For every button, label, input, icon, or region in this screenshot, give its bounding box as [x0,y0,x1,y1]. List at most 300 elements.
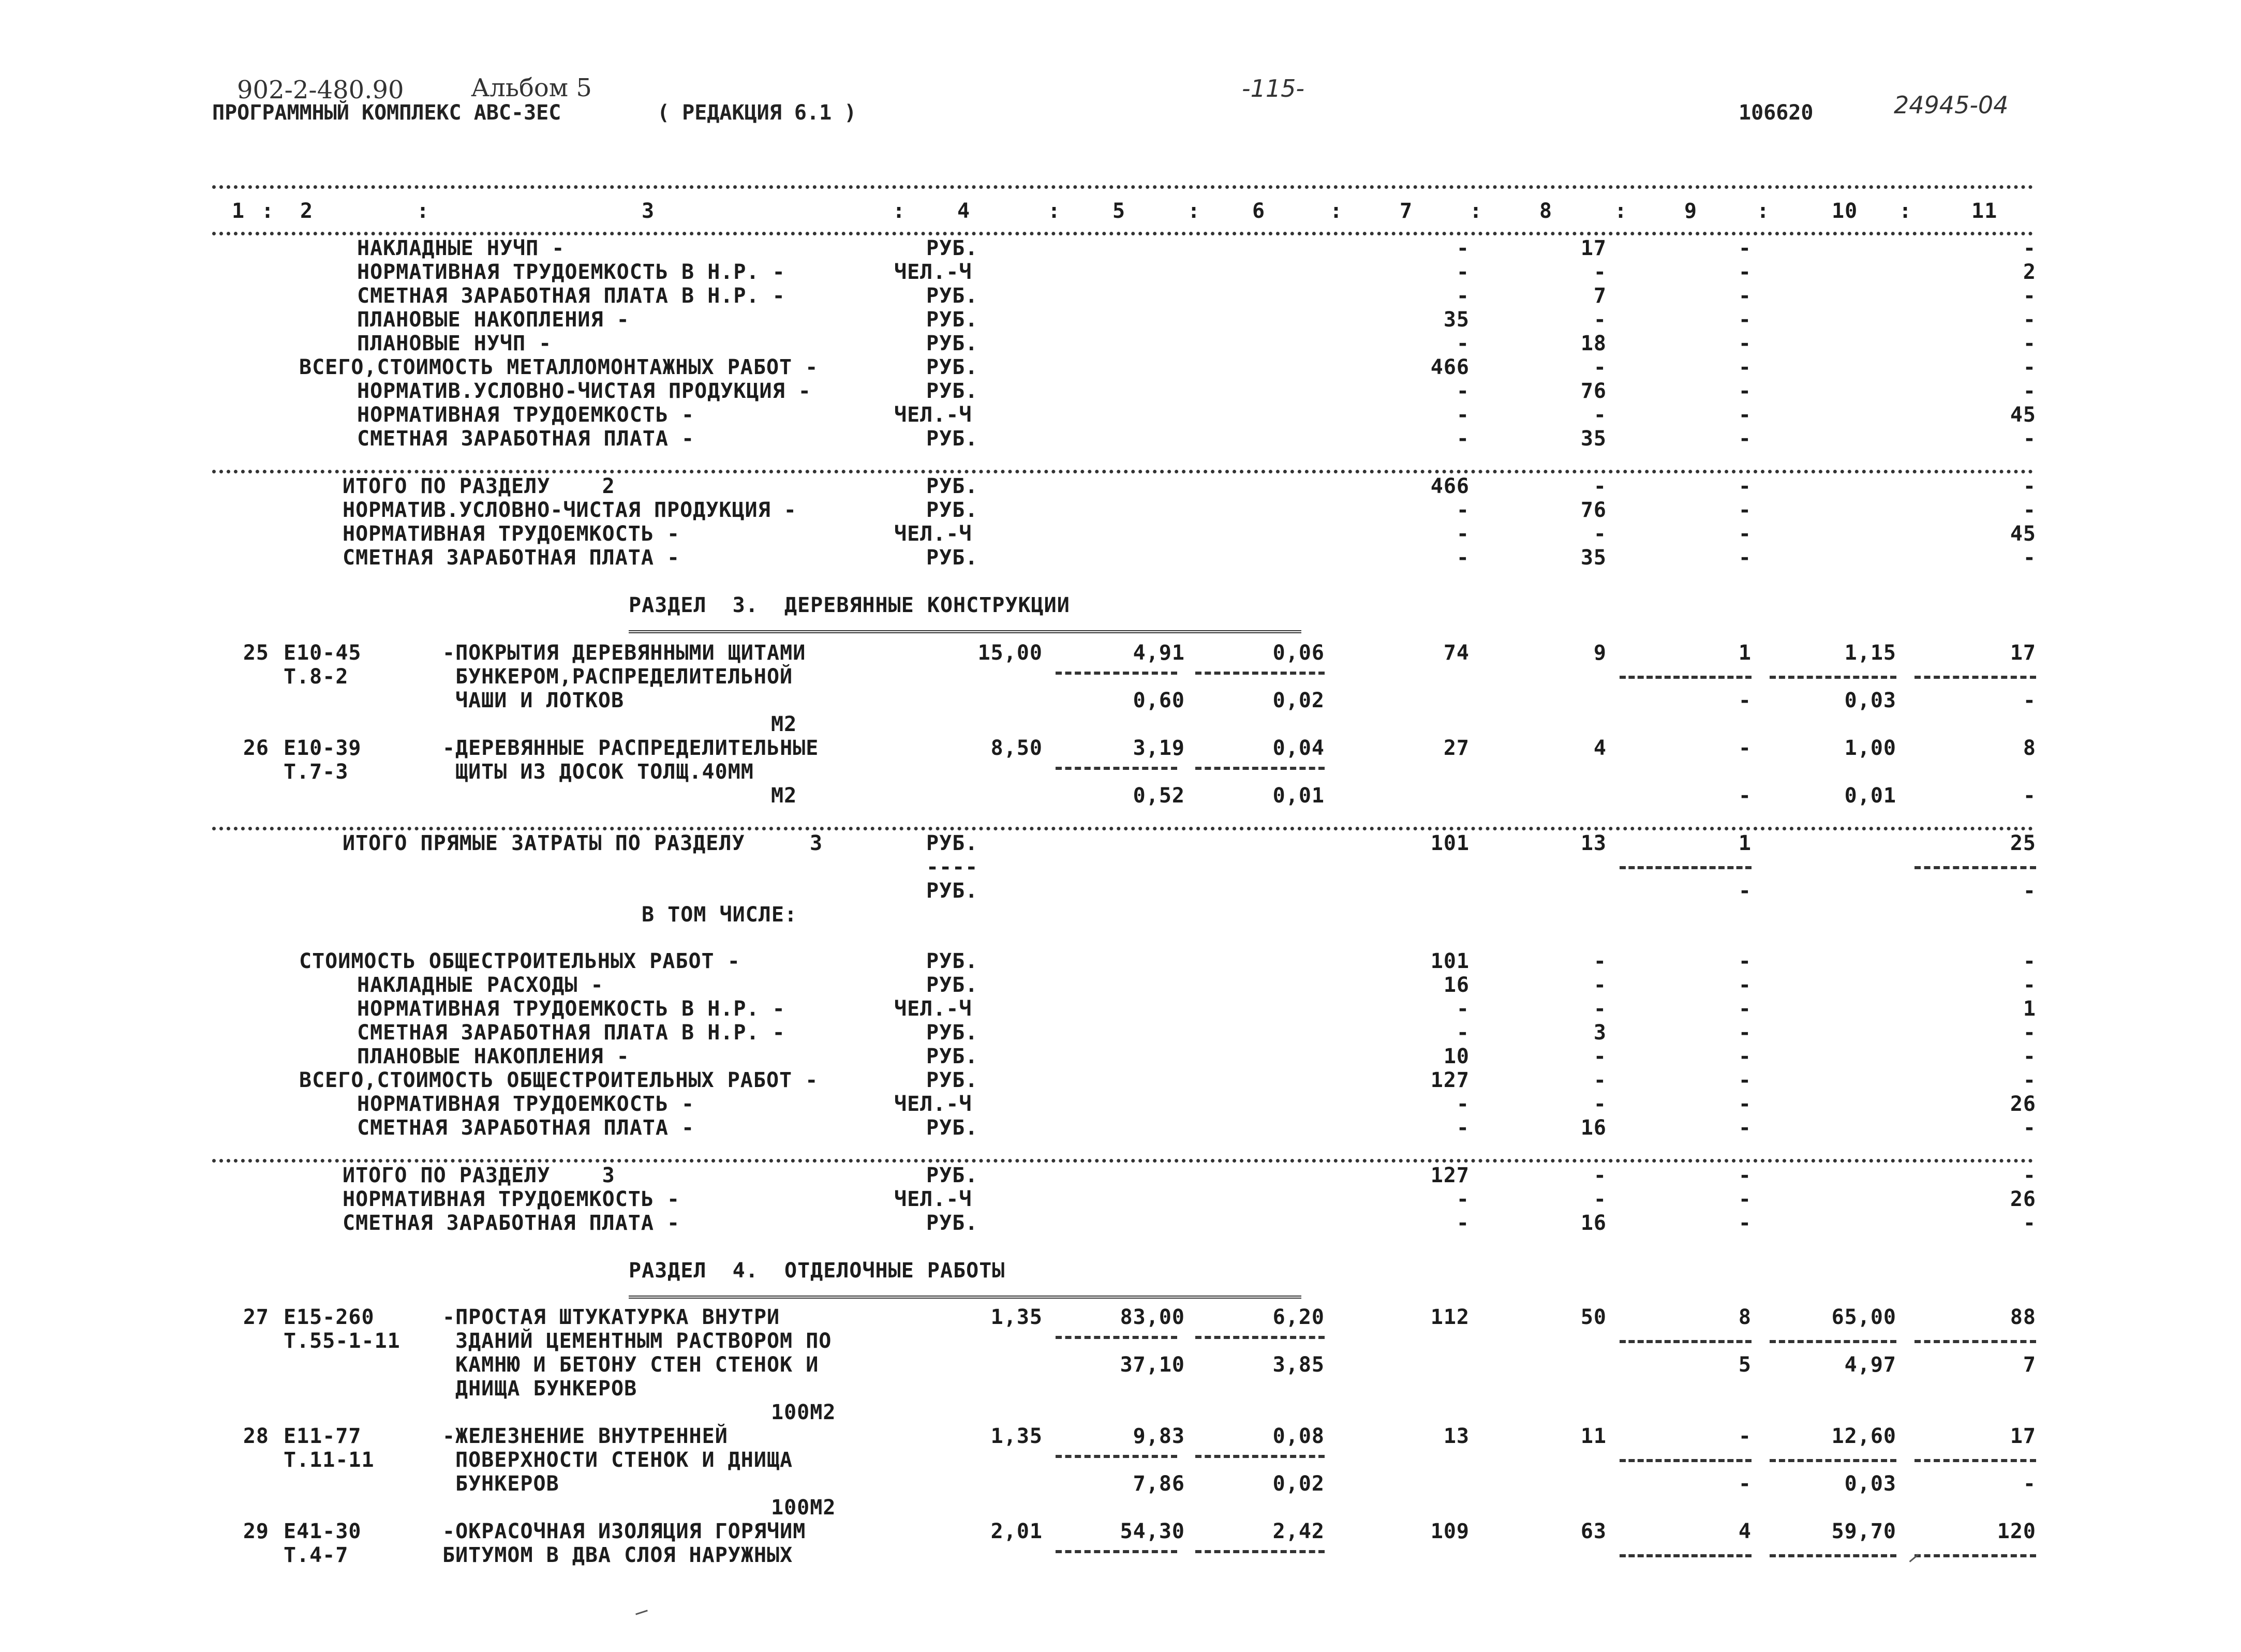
cell-l16-c3: БУНКЕРОМ,РАСПРЕДЕЛИТЕЛЬНОЙ [455,665,793,689]
column-divider: : [1330,199,1343,223]
cell-l47-c10: 59,70 [1831,1520,1896,1543]
cell-l43-c7: 13 [1443,1424,1470,1448]
cell-l12-c8: - [1593,522,1607,546]
cell-l36-c7: - [1456,1211,1470,1235]
column-divider: : [417,199,430,223]
cell-l19-c3: -ДЕРЕВЯННЫЕ РАСПРЕДЕЛИТЕЛЬНЫЕ [442,736,819,760]
cell-l34-c9: - [1738,1164,1752,1187]
column-header-6: 6 [1252,199,1266,223]
cell-l2-c3: НОРМАТИВНАЯ ТРУДОЕМКОСТЬ В Н.Р. - [357,260,785,284]
cell-l36-c11: - [2023,1211,2036,1235]
cell-l5-c7: - [1456,332,1470,355]
cell-l29-c8: 3 [1593,1021,1607,1045]
cell-l39-c2: Т.55-1-11 [284,1329,400,1353]
cell-l30-c3: ПЛАНОВЫЕ НАКОПЛЕНИЯ - [357,1045,630,1068]
cell-l33-c9: - [1738,1116,1752,1140]
cell-l34-c8: - [1593,1164,1607,1187]
component-underline [1770,1459,1896,1462]
cell-l43-c5: 9,83 [1133,1424,1185,1448]
cell-l21-c11: - [2023,784,2036,808]
cell-l27-c11: - [2023,973,2036,997]
cell-l19-c1: 26 [243,736,269,760]
column-header-9: 9 [1684,199,1698,223]
column-header-5: 5 [1112,199,1126,223]
cell-l30-c11: - [2023,1045,2036,1068]
cell-l19-c5: 3,19 [1133,736,1185,760]
cell-l38-c5: 83,00 [1120,1305,1185,1329]
cell-l4-c7: 35 [1443,308,1470,332]
cell-l45-c9: - [1738,1472,1752,1496]
header-bottom-rule [212,232,2034,235]
cell-l31-c11: - [2023,1068,2036,1092]
cell-l15-c3: -ПОКРЫТИЯ ДЕРЕВЯННЫМИ ЩИТАМИ [442,641,806,665]
rate-underline [1056,672,1177,675]
cell-l40-c6: 3,85 [1272,1353,1325,1377]
cell-l1-c3: НАКЛАДНЫЕ НУЧП - [357,236,565,260]
cell-l43-c3: -ЖЕЛЕЗНЕНИЕ ВНУТРЕННЕЙ [442,1424,728,1448]
cell-l45-c5: 7,86 [1133,1472,1185,1496]
cell-l25-c3: В ТОМ ЧИСЛЕ: [642,903,797,927]
cell-l40-c3: КАМНЮ И БЕТОНУ СТЕН СТЕНОК И [455,1353,819,1377]
cell-l43-c6: 0,08 [1272,1424,1325,1448]
cell-l5-c3: ПЛАНОВЫЕ НУЧП - [357,332,552,355]
cell-l33-c7: - [1456,1116,1470,1140]
cell-l12-c7: - [1456,522,1470,546]
cell-l34-c7: 127 [1430,1164,1470,1187]
rate-underline [1056,1550,1177,1553]
cell-l26-c8: - [1593,949,1607,973]
cell-l47-c5: 54,30 [1120,1520,1185,1543]
cell-l12-c3: НОРМАТИВНАЯ ТРУДОЕМКОСТЬ - [343,522,680,546]
cell-l12-c11: 45 [2010,522,2036,546]
cell-l31-c9: - [1738,1068,1752,1092]
cell-l13-c3: СМЕТНАЯ ЗАРАБОТНАЯ ПЛАТА - [343,546,680,570]
cell-l31-c4: РУБ. [926,1068,978,1092]
cell-l10-c3: ИТОГО ПО РАЗДЕЛУ 2 [343,474,615,498]
cell-l31-c8: - [1593,1068,1607,1092]
cell-l45-c3: БУНКЕРОВ [455,1472,559,1496]
cell-l3-c9: - [1738,284,1752,308]
cell-l35-c4: ЧЕЛ.-Ч [894,1187,972,1211]
component-underline [1770,676,1896,679]
component-underline [1770,1554,1896,1557]
subtotal-rule-1 [212,470,2034,473]
cell-l24-c4: РУБ. [926,879,978,903]
rate-underline [1195,1455,1325,1458]
pen-mark [635,1610,648,1615]
cell-l30-c8: - [1593,1045,1607,1068]
cell-l24-c9: - [1738,879,1752,903]
subtotal-rule-2 [212,827,2034,830]
column-header-4: 4 [957,199,971,223]
cell-l11-c9: - [1738,498,1752,522]
cell-l10-c11: - [2023,474,2036,498]
cell-l30-c9: - [1738,1045,1752,1068]
cell-l47-c7: 109 [1430,1520,1470,1543]
cell-l11-c11: - [2023,498,2036,522]
cell-l26-c11: - [2023,949,2036,973]
cell-l20-c2: Т.7-3 [284,760,349,784]
column-header-1: 1 [232,199,245,223]
pen-mark [1909,1554,1919,1562]
cell-l21-c3: М2 [771,784,797,808]
cell-l28-c9: - [1738,997,1752,1021]
column-header-10: 10 [1832,199,1858,223]
cell-l2-c7: - [1456,260,1470,284]
cell-l19-c2: Е10-39 [284,736,362,760]
cell-l14-c3: РАЗДЕЛ 3. ДЕРЕВЯННЫЕ КОНСТРУКЦИИ [629,593,1070,617]
cell-l7-c9: - [1738,379,1752,403]
cell-l9-c9: - [1738,427,1752,451]
cell-l19-c4: 8,50 [990,736,1043,760]
cell-l44-c2: Т.11-11 [284,1448,375,1472]
subtotal-rule-3 [212,1159,2034,1163]
cell-l9-c8: 35 [1580,427,1607,451]
cell-l36-c3: СМЕТНАЯ ЗАРАБОТНАЯ ПЛАТА - [343,1211,680,1235]
cell-l40-c10: 4,97 [1844,1353,1896,1377]
cell-l24-c11: - [2023,879,2036,903]
cell-l15-c6: 0,06 [1272,641,1325,665]
cell-l8-c8: - [1593,403,1607,427]
cell-l19-c9: - [1738,736,1752,760]
cell-l13-c11: - [2023,546,2036,570]
cell-l17-c9: - [1738,689,1752,712]
cell-l15-c2: Е10-45 [284,641,362,665]
column-divider: : [1757,199,1770,223]
cell-l35-c8: - [1593,1187,1607,1211]
cell-l47-c6: 2,42 [1272,1520,1325,1543]
column-divider: : [1614,199,1628,223]
cell-l36-c8: 16 [1580,1211,1607,1235]
cell-l10-c7: 466 [1430,474,1470,498]
cell-l6-c8: - [1593,355,1607,379]
component-underline [1620,676,1752,679]
cell-l17-c10: 0,03 [1844,689,1896,712]
component-underline [1915,1459,2036,1462]
cell-l13-c7: - [1456,546,1470,570]
cell-l28-c8: - [1593,997,1607,1021]
cell-l38-c2: Е15-260 [284,1305,375,1329]
cell-l22-c8: 13 [1580,831,1607,855]
top-rule [212,185,2034,189]
cell-l6-c4: РУБ. [926,355,978,379]
cell-l34-c3: ИТОГО ПО РАЗДЕЛУ 3 [343,1164,615,1187]
cell-l48-c2: Т.4-7 [284,1543,349,1567]
cell-l34-c4: РУБ. [926,1164,978,1187]
cell-l6-c11: - [2023,355,2036,379]
column-divider: : [1470,199,1483,223]
cell-l4-c9: - [1738,308,1752,332]
cell-l1-c7: - [1456,236,1470,260]
component-underline [1915,676,2036,679]
cell-l22-c7: 101 [1430,831,1470,855]
cell-l17-c5: 0,60 [1133,689,1185,712]
cell-l7-c11: - [2023,379,2036,403]
cell-l23-c4: ---- [926,855,978,879]
cell-l19-c10: 1,00 [1844,736,1896,760]
cell-l15-c5: 4,91 [1133,641,1185,665]
total-underline [1620,866,1752,869]
cell-l27-c8: - [1593,973,1607,997]
cell-l7-c8: 76 [1580,379,1607,403]
cell-l2-c9: - [1738,260,1752,284]
cell-l27-c7: 16 [1443,973,1470,997]
cell-l10-c4: РУБ. [926,474,978,498]
column-divider: : [893,199,906,223]
cell-l9-c11: - [2023,427,2036,451]
cell-l6-c7: 466 [1430,355,1470,379]
cell-l2-c4: ЧЕЛ.-Ч [894,260,972,284]
cell-l45-c10: 0,03 [1844,1472,1896,1496]
cell-l34-c11: - [2023,1164,2036,1187]
cell-l6-c3: ВСЕГО,СТОИМОСТЬ МЕТАЛЛОМОНТАЖНЫХ РАБОТ - [299,355,819,379]
total-underline [1915,866,2036,869]
cell-l10-c9: - [1738,474,1752,498]
cell-l12-c9: - [1738,522,1752,546]
component-underline [1915,1554,2036,1557]
cell-l43-c9: - [1738,1424,1752,1448]
cell-l22-c3: ИТОГО ПРЯМЫЕ ЗАТРАТЫ ПО РАЗДЕЛУ 3 [343,831,823,855]
cell-l29-c4: РУБ. [926,1021,978,1045]
cell-l40-c9: 5 [1738,1353,1752,1377]
cell-l4-c8: - [1593,308,1607,332]
cell-l17-c11: - [2023,689,2036,712]
cell-l3-c7: - [1456,284,1470,308]
cell-l11-c7: - [1456,498,1470,522]
cell-l1-c4: РУБ. [926,236,978,260]
cell-l21-c6: 0,01 [1272,784,1325,808]
cell-l8-c4: ЧЕЛ.-Ч [894,403,972,427]
cell-l13-c4: РУБ. [926,546,978,570]
cell-l7-c7: - [1456,379,1470,403]
cell-l38-c8: 50 [1580,1305,1607,1329]
cell-l15-c9: 1 [1738,641,1752,665]
rate-underline [1195,1550,1325,1553]
component-underline [1620,1459,1752,1462]
cell-l33-c4: РУБ. [926,1116,978,1140]
cell-l45-c6: 0,02 [1272,1472,1325,1496]
cell-l5-c11: - [2023,332,2036,355]
cell-l43-c4: 1,35 [990,1424,1043,1448]
cell-l26-c7: 101 [1430,949,1470,973]
program-name: ПРОГРАММНЫЙ КОМПЛЕКС АВС-ЗЕС [212,101,561,125]
cell-l46-c3: 100М2 [771,1496,836,1520]
cell-l35-c3: НОРМАТИВНАЯ ТРУДОЕМКОСТЬ - [343,1187,680,1211]
cell-l22-c11: 25 [2010,831,2036,855]
cell-l44-c3: ПОВЕРХНОСТИ СТЕНОК И ДНИЩА [455,1448,793,1472]
cell-l40-c11: 7 [2023,1353,2036,1377]
cell-l11-c3: НОРМАТИВ.УСЛОВНО-ЧИСТАЯ ПРОДУКЦИЯ - [343,498,797,522]
cell-l11-c4: РУБ. [926,498,978,522]
cell-l19-c6: 0,04 [1272,736,1325,760]
cell-l31-c7: 127 [1430,1068,1470,1092]
cell-l38-c11: 88 [2010,1305,2036,1329]
cell-l38-c9: 8 [1738,1305,1752,1329]
cell-l47-c3: -ОКРАСОЧНАЯ ИЗОЛЯЦИЯ ГОРЯЧИМ [442,1520,806,1543]
cell-l32-c11: 26 [2010,1092,2036,1116]
cell-l21-c10: 0,01 [1844,784,1896,808]
component-underline [1915,1340,2036,1343]
column-header-2: 2 [300,199,314,223]
cell-l43-c10: 12,60 [1831,1424,1896,1448]
cell-l7-c3: НОРМАТИВ.УСЛОВНО-ЧИСТАЯ ПРОДУКЦИЯ - [357,379,811,403]
cell-l6-c9: - [1738,355,1752,379]
cell-l38-c1: 27 [243,1305,269,1329]
cell-l30-c7: 10 [1443,1045,1470,1068]
code-number: 106620 [1739,101,1814,125]
cell-l32-c8: - [1593,1092,1607,1116]
cell-l9-c3: СМЕТНАЯ ЗАРАБОТНАЯ ПЛАТА - [357,427,695,451]
cell-l32-c7: - [1456,1092,1470,1116]
cell-l26-c3: СТОИМОСТЬ ОБЩЕСТРОИТЕЛЬНЫХ РАБОТ - [299,949,740,973]
cell-l47-c11: 120 [1997,1520,2036,1543]
section-4-underline [629,1296,1301,1299]
cell-l47-c1: 29 [243,1520,269,1543]
cell-l38-c7: 112 [1430,1305,1470,1329]
cell-l47-c4: 2,01 [990,1520,1043,1543]
cell-l19-c11: 8 [2023,736,2036,760]
cell-l43-c11: 17 [2010,1424,2036,1448]
cell-l21-c5: 0,52 [1133,784,1185,808]
cell-l1-c8: 17 [1580,236,1607,260]
cell-l27-c9: - [1738,973,1752,997]
cell-l8-c3: НОРМАТИВНАЯ ТРУДОЕМКОСТЬ - [357,403,695,427]
cell-l43-c2: Е11-77 [284,1424,362,1448]
cell-l32-c3: НОРМАТИВНАЯ ТРУДОЕМКОСТЬ - [357,1092,695,1116]
cell-l7-c4: РУБ. [926,379,978,403]
cell-l8-c7: - [1456,403,1470,427]
cell-l31-c3: ВСЕГО,СТОИМОСТЬ ОБЩЕСТРОИТЕЛЬНЫХ РАБОТ - [299,1068,819,1092]
cell-l29-c3: СМЕТНАЯ ЗАРАБОТНАЯ ПЛАТА В Н.Р. - [357,1021,785,1045]
cell-l36-c4: РУБ. [926,1211,978,1235]
rate-underline [1056,1455,1177,1458]
cell-l12-c4: ЧЕЛ.-Ч [894,522,972,546]
cell-l4-c11: - [2023,308,2036,332]
column-header-7: 7 [1400,199,1413,223]
cell-l3-c8: 7 [1593,284,1607,308]
cell-l38-c6: 6,20 [1272,1305,1325,1329]
cell-l9-c7: - [1456,427,1470,451]
cell-l29-c9: - [1738,1021,1752,1045]
cell-l48-c3: БИТУМОМ В ДВА СЛОЯ НАРУЖНЫХ [442,1543,793,1567]
cell-l35-c11: 26 [2010,1187,2036,1211]
cell-l43-c8: 11 [1580,1424,1607,1448]
cell-l13-c8: 35 [1580,546,1607,570]
cell-l28-c11: 1 [2023,997,2036,1021]
cell-l26-c4: РУБ. [926,949,978,973]
cell-l15-c11: 17 [2010,641,2036,665]
cell-l19-c7: 27 [1443,736,1470,760]
component-underline [1770,1340,1896,1343]
cell-l3-c11: - [2023,284,2036,308]
cell-l10-c8: - [1593,474,1607,498]
cell-l35-c7: - [1456,1187,1470,1211]
cell-l33-c11: - [2023,1116,2036,1140]
cell-l9-c4: РУБ. [926,427,978,451]
cell-l15-c1: 25 [243,641,269,665]
registration-number: 24945-04 [1894,91,2009,119]
cell-l8-c9: - [1738,403,1752,427]
cell-l5-c9: - [1738,332,1752,355]
cell-l28-c7: - [1456,997,1470,1021]
cell-l32-c9: - [1738,1092,1752,1116]
cell-l39-c3: ЗДАНИЙ ЦЕМЕНТНЫМ РАСТВОРОМ ПО [455,1329,832,1353]
cell-l30-c4: РУБ. [926,1045,978,1068]
column-divider: : [261,199,275,223]
cell-l15-c10: 1,15 [1844,641,1896,665]
cell-l27-c3: НАКЛАДНЫЕ РАСХОДЫ - [357,973,604,997]
cell-l15-c4: 15,00 [977,641,1043,665]
cell-l29-c7: - [1456,1021,1470,1045]
column-header-11: 11 [1971,199,1998,223]
cell-l20-c3: ЩИТЫ ИЗ ДОСОК ТОЛЩ.40ММ [455,760,754,784]
cell-l32-c4: ЧЕЛ.-Ч [894,1092,972,1116]
cell-l45-c11: - [2023,1472,2036,1496]
cell-l15-c7: 74 [1443,641,1470,665]
cell-l36-c9: - [1738,1211,1752,1235]
edition-label: ( РЕДАКЦИЯ 6.1 ) [657,101,857,125]
cell-l28-c4: ЧЕЛ.-Ч [894,997,972,1021]
cell-l17-c6: 0,02 [1272,689,1325,712]
cell-l18-c3: М2 [771,712,797,736]
column-header-8: 8 [1539,199,1553,223]
cell-l38-c3: -ПРОСТАЯ ШТУКАТУРКА ВНУТРИ [442,1305,780,1329]
cell-l28-c3: НОРМАТИВНАЯ ТРУДОЕМКОСТЬ В Н.Р. - [357,997,785,1021]
cell-l38-c4: 1,35 [990,1305,1043,1329]
cell-l19-c8: 4 [1593,736,1607,760]
page-mark: -115- [1242,75,1304,102]
rate-underline [1056,767,1177,770]
rate-underline [1195,767,1325,770]
cell-l5-c4: РУБ. [926,332,978,355]
cell-l1-c9: - [1738,236,1752,260]
cell-l22-c9: 1 [1738,831,1752,855]
column-divider: : [1899,199,1912,223]
cell-l4-c4: РУБ. [926,308,978,332]
cell-l2-c11: 2 [2023,260,2036,284]
column-divider: : [1048,199,1061,223]
cell-l4-c3: ПЛАНОВЫЕ НАКОПЛЕНИЯ - [357,308,630,332]
cell-l41-c3: ДНИЩА БУНКЕРОВ [455,1377,637,1401]
rate-underline [1195,1336,1325,1339]
cell-l29-c11: - [2023,1021,2036,1045]
cell-l40-c5: 37,10 [1120,1353,1185,1377]
cell-l8-c11: 45 [2010,403,2036,427]
cell-l15-c8: 9 [1593,641,1607,665]
cell-l17-c3: ЧАШИ И ЛОТКОВ [455,689,625,712]
section-3-underline [629,630,1301,633]
cell-l16-c2: Т.8-2 [284,665,349,689]
cell-l47-c9: 4 [1738,1520,1752,1543]
cell-l26-c9: - [1738,949,1752,973]
cell-l2-c8: - [1593,260,1607,284]
cell-l38-c10: 65,00 [1831,1305,1896,1329]
cell-l43-c1: 28 [243,1424,269,1448]
cell-l47-c2: Е41-30 [284,1520,362,1543]
rate-underline [1195,672,1325,675]
component-underline [1620,1340,1752,1343]
cell-l1-c11: - [2023,236,2036,260]
doc-code: 902-2-480.90 [237,76,404,105]
cell-l3-c4: РУБ. [926,284,978,308]
cell-l47-c8: 63 [1580,1520,1607,1543]
cell-l33-c8: 16 [1580,1116,1607,1140]
column-header-3: 3 [642,199,655,223]
column-divider: : [1188,199,1201,223]
cell-l33-c3: СМЕТНАЯ ЗАРАБОТНАЯ ПЛАТА - [357,1116,695,1140]
cell-l27-c4: РУБ. [926,973,978,997]
cell-l22-c4: РУБ. [926,831,978,855]
